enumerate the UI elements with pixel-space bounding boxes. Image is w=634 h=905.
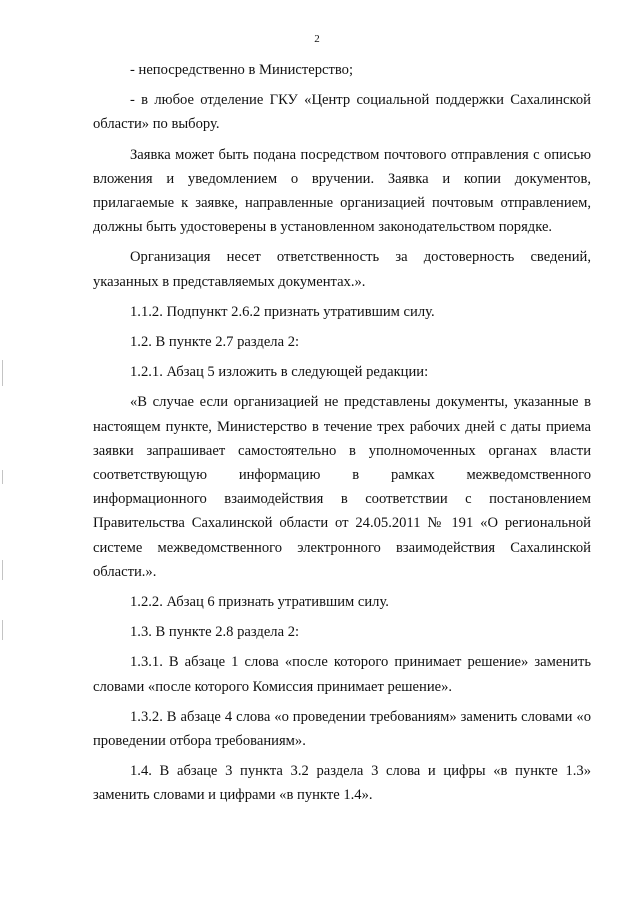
clause-1-3-2: 1.3.2. В абзаце 4 слова «о проведении требованиям» заменить словами «о проведении отбора требованиям». [93,708,591,750]
list-item-social-center: - в любое отделение ГКУ «Центр социальной поддержки Сахалинской области» по выбору. [93,92,591,133]
document-body [93,58,591,808]
clause-1-2-2: 1.2.2. Абзац 6 признать утратившим силу. [130,594,389,611]
scan-artifact [2,360,3,386]
scan-artifact [2,470,3,484]
paragraph-responsibility: Организация несет ответственность за достоверность сведений, указанных в представляемых документах.». [93,249,591,290]
clause-1-1-2: 1.1.2. Подпункт 2.6.2 признать утратившим силу. [130,303,435,320]
clause-1-3-1: 1.3.1. В абзаце 1 слова «после которого принимает решение» заменить словами «после которого Комиссия принимает решение». [93,654,591,695]
paragraph-postal-submission: Заявка может быть подана посредством почтового отправления с описью вложения и уведомлением о вручении. Заявка и копии документов, прилагаемые к заявке, направленные организацией почтовым отправлением, должны быть удостоверены в установленном законодательством порядке. [93,146,591,236]
scan-artifact [2,560,3,580]
list-item-ministry: - непосредственно в Министерство; [130,62,354,78]
page-number: 2 [314,33,320,45]
scan-artifact [2,620,3,640]
clause-1-2: 1.2. В пункте 2.7 раздела 2: [130,334,300,351]
clause-1-2-1: 1.2.1. Абзац 5 изложить в следующей редакции: [130,364,429,381]
clause-1-3: 1.3. В пункте 2.8 раздела 2: [130,624,300,641]
paragraph-new-wording: «В случае если организацией не представлены документы, указанные в настоящем пункте, Министерство в течение трех рабочих дней с даты приема заявки запрашивает самостоятельно в уполномоченных органах власти соответствующую информацию в рамках межведомственного информационного взаимодействия в соответствии с постановлением Правительства Сахалинской области от 24.05.2011 № 191 «О региональной системе межведомственного электронного взаимодействия Сахалинской области.». [93,394,591,580]
clause-1-4: 1.4. В абзаце 3 пункта 3.2 раздела 3 слова и цифры «в пункте 1.3» заменить словами и цифрами «в пункте 1.4». [93,763,591,804]
